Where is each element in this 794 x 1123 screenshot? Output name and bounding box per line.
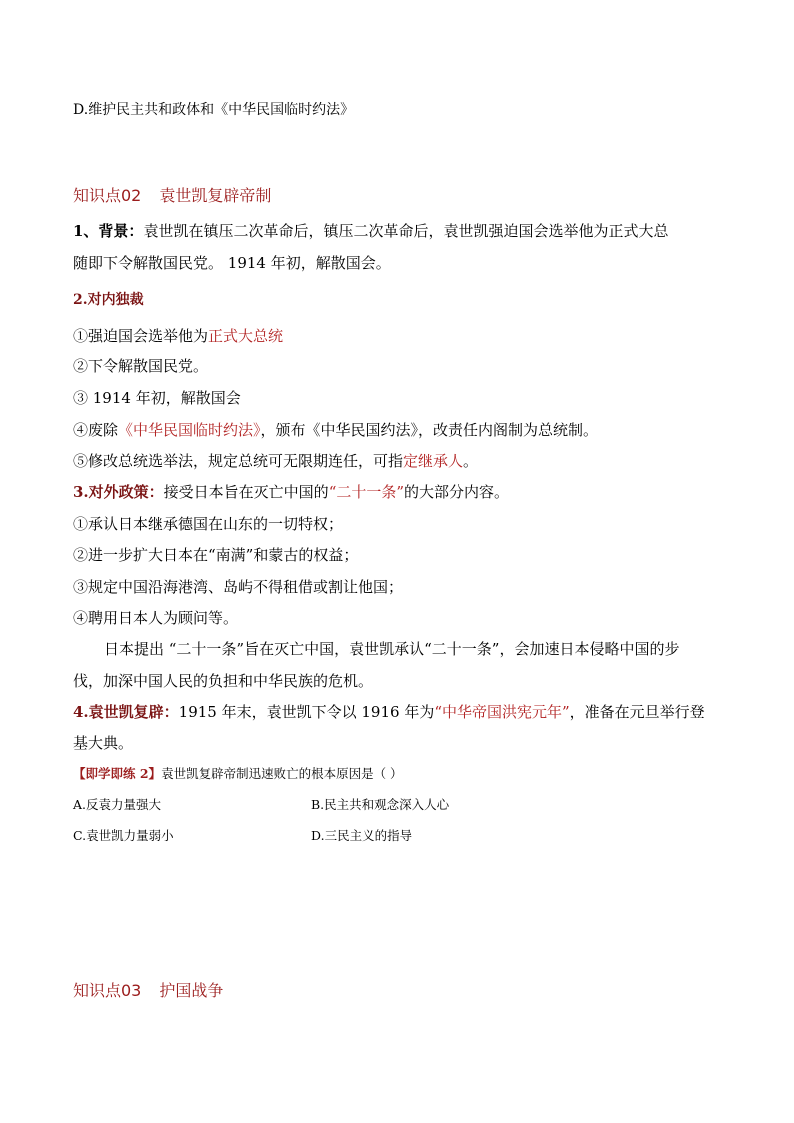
option-d-line bbox=[73, 100, 354, 120]
foreign-text: 接受日本旨在灭亡中国的 bbox=[163, 483, 329, 501]
domestic-heading: 2.对内独裁 bbox=[73, 292, 144, 308]
section-title: 护国战争 bbox=[159, 981, 224, 1000]
item-highlight: 《中华民国临时约法》 bbox=[118, 421, 261, 439]
restoration-text: 1915 年末，袁世凯下令以 1916 年为 bbox=[178, 703, 435, 721]
background-line-2 bbox=[73, 252, 391, 274]
domestic-item-3 bbox=[73, 387, 241, 409]
background-label: 1、背景： bbox=[73, 222, 144, 240]
option-text: 三民主义的指导 bbox=[324, 828, 413, 843]
quiz-question bbox=[73, 764, 403, 784]
foreign-item-2: ②进一步扩大日本在“南满”和蒙古的权益； bbox=[73, 546, 359, 564]
option-label: C. bbox=[73, 828, 87, 843]
section-heading-02 bbox=[73, 183, 271, 206]
restoration-text-after: ，准备在元旦举行登 bbox=[569, 703, 705, 721]
item-text: ②下令解散国民党。 bbox=[73, 357, 209, 375]
item-text: ④废除 bbox=[73, 421, 119, 439]
quiz-question-text: 袁世凯复辟帝制迅速败亡的根本原因是（ ） bbox=[161, 766, 403, 781]
restoration-highlight: “中华帝国洪宪元年” bbox=[434, 703, 570, 721]
item-text: ①强迫国会选举他为 bbox=[73, 327, 209, 345]
foreign-text-after: 的大部分内容。 bbox=[404, 483, 510, 501]
option-text: 反袁力量强大 bbox=[86, 797, 162, 812]
item-suffix: 。 bbox=[463, 452, 479, 470]
domestic-item-1 bbox=[73, 325, 283, 347]
item-suffix: ，颁布《中华民国约法》，改责任内阁制为总统制。 bbox=[260, 421, 599, 439]
option-label: A. bbox=[73, 797, 87, 812]
domestic-item-4 bbox=[73, 419, 598, 441]
background-text-1: 袁世凯在镇压二次革命后，镇压二次革命后，袁世凯强迫国会选举他为正式大总 bbox=[143, 222, 669, 240]
option-label: B. bbox=[311, 797, 325, 812]
section-number: 知识点03 bbox=[73, 981, 142, 1000]
section-number: 知识点02 bbox=[73, 186, 142, 205]
quiz-option-c bbox=[73, 826, 174, 846]
option-label: D. bbox=[73, 102, 89, 118]
quiz-tag: 【即学即练 2】 bbox=[73, 766, 162, 781]
foreign-highlight: “二十一条” bbox=[328, 483, 405, 501]
restoration-line-2: 基大典。 bbox=[73, 734, 134, 752]
foreign-item-1: ①承认日本继承德国在山东的一切特权； bbox=[73, 515, 344, 533]
foreign-label: 3.对外政策： bbox=[73, 483, 164, 501]
restoration-label: 4.袁世凯复辟： bbox=[73, 703, 179, 721]
background-line-1 bbox=[73, 220, 668, 242]
section-title: 袁世凯复辟帝制 bbox=[159, 186, 272, 205]
analysis-line-1: 日本提出 “二十一条”旨在灭亡中国，袁世凯承认“二十一条”，会加速日本侵略中国的步 bbox=[104, 640, 680, 658]
domestic-item-5 bbox=[73, 450, 478, 472]
option-label: D. bbox=[311, 828, 325, 843]
item-highlight: 定继承人 bbox=[403, 452, 464, 470]
option-text: 民主共和观念深入人心 bbox=[324, 797, 450, 812]
option-text: 维护民主共和政体和《中华民国临时约法》 bbox=[88, 102, 355, 118]
option-text: 袁世凯力量弱小 bbox=[86, 828, 174, 843]
quiz-option-d bbox=[311, 826, 412, 846]
background-text-2: 随即下令解散国民党。 1914 年初，解散国会。 bbox=[73, 254, 391, 272]
domestic-item-2 bbox=[73, 355, 208, 377]
foreign-item-3: ③规定中国沿海港湾、岛屿不得租借或割让他国； bbox=[73, 578, 404, 596]
item-highlight: 正式大总统 bbox=[208, 327, 284, 345]
foreign-item-4: ④聘用日本人为顾问等。 bbox=[73, 609, 239, 627]
section-heading-03 bbox=[73, 978, 223, 1001]
restoration-line-1 bbox=[73, 701, 705, 723]
quiz-option-b bbox=[311, 795, 449, 815]
foreign-policy-line bbox=[73, 481, 509, 503]
analysis-line-2: 伐，加深中国人民的负担和中华民族的危机。 bbox=[73, 672, 374, 690]
item-text: ⑤修改总统选举法，规定总统可无限期连任，可指 bbox=[73, 452, 404, 470]
quiz-option-a bbox=[73, 795, 161, 815]
item-text: ③ 1914 年初，解散国会 bbox=[73, 389, 241, 407]
